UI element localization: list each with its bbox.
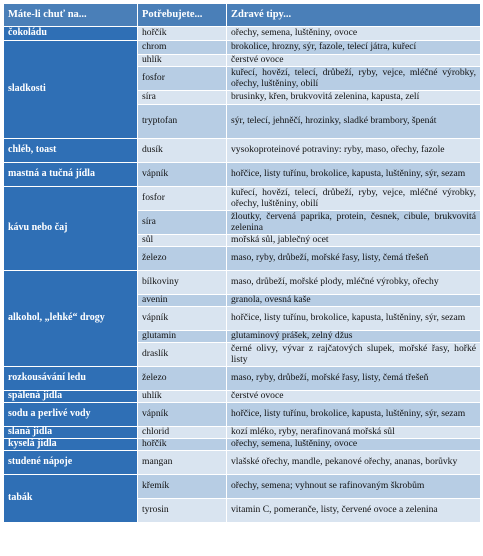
craving-cell: mastná a tučná jídla (4, 163, 138, 187)
nutrient-cell: avenin (138, 295, 227, 307)
craving-cell: kávu nebo čaj (4, 187, 138, 271)
craving-cell: čokoládu (4, 27, 138, 41)
nutrient-cell: fosfor (138, 187, 227, 211)
craving-cell: kyselá jídla (4, 439, 138, 451)
tip-cell: brusinky, křen, brukvovitá zelenina, kapusta, zelí (227, 91, 481, 105)
nutrient-cell: glutamin (138, 331, 227, 343)
nutrient-cell: vápník (138, 403, 227, 427)
nutrient-cell: draslík (138, 343, 227, 367)
header-tips: Zdravé tipy... (227, 4, 481, 27)
nutrient-cell: železo (138, 247, 227, 271)
nutrient-cell: železo (138, 367, 227, 391)
tip-cell: vitamin C, pomeranče, listy, červené ovoce a zelenina (227, 499, 481, 523)
tip-cell: černé olivy, vývar z rajčatových slupek, mořské řasy, hořké listy (227, 343, 481, 367)
nutrient-cell: bílkoviny (138, 271, 227, 295)
table-row (4, 163, 481, 187)
tip-cell: hořčice, listy tuřínu, brokolice, kapusta, luštěniny, sýr, sezam (227, 403, 481, 427)
table-row (4, 427, 481, 439)
table-row (4, 439, 481, 451)
craving-cell: tabák (4, 475, 138, 523)
tip-cell: ořechy, semena; vyhnout se rafinovaným škrobům (227, 475, 481, 499)
tip-cell: hořčice, listy tuřínu, brokolice, kapusta, luštěniny, sýr, sezam (227, 307, 481, 331)
table-row (4, 475, 481, 499)
nutrient-cell: sůl (138, 235, 227, 247)
nutrient-cell: uhlík (138, 391, 227, 403)
tip-cell: ořechy, semena, luštěniny, ovoce (227, 27, 481, 41)
tip-cell: ořechy, semena, luštěniny, ovoce (227, 439, 481, 451)
nutrient-cell: síra (138, 91, 227, 105)
tip-cell: maso, ryby, drůbeží, mořské řasy, listy, čemá třešeň (227, 367, 481, 391)
nutrient-cell: uhlík (138, 55, 227, 67)
nutrient-cell: chrom (138, 41, 227, 55)
craving-cell: rozkousávání ledu (4, 367, 138, 391)
header-craving: Máte-li chuť na... (4, 4, 138, 27)
tip-cell: žloutky, červená paprika, protein, česnek, cibule, brukvovitá zelenina (227, 211, 481, 235)
craving-cell: slaná jídla (4, 427, 138, 439)
tip-cell: hořčice, listy tuřínu, brokolice, kapusta, luštěniny, sýr, sezam (227, 163, 481, 187)
nutrient-cell: hořčík (138, 439, 227, 451)
tip-cell: kozí mléko, ryby, nerafinovaná mořská sůl (227, 427, 481, 439)
tip-cell: kuřecí, hovězí, telecí, drůbeží, ryby, vejce, mléčné výrobky, ořechy, luštěniny, obilí (227, 67, 481, 91)
tip-cell: čerstvé ovoce (227, 55, 481, 67)
table-row (4, 271, 481, 295)
nutrient-cell: tryptofan (138, 105, 227, 139)
tip-cell: sýr, telecí, jehněčí, hrozinky, sladké brambory, špenát (227, 105, 481, 139)
table-row (4, 367, 481, 391)
tip-cell: vlašské ořechy, mandle, pekanové ořechy, ananas, borůvky (227, 451, 481, 475)
nutrient-cell: fosfor (138, 67, 227, 91)
nutrient-cell: hořčík (138, 27, 227, 41)
table-row (4, 451, 481, 475)
table-row (4, 41, 481, 55)
nutrient-cell: síra (138, 211, 227, 235)
tip-cell: maso, ryby, drůbeží, mořské řasy, listy, čemá třešeň (227, 247, 481, 271)
craving-cell: alkohol, „lehké“ drogy (4, 271, 138, 367)
table-header-row (4, 4, 481, 27)
tip-cell: glutaminový prášek, zelný džus (227, 331, 481, 343)
header-need: Potřebujete... (138, 4, 227, 27)
table-row (4, 391, 481, 403)
cravings-table (3, 3, 481, 523)
tip-cell: mořská sůl, jablečný ocet (227, 235, 481, 247)
craving-cell: sodu a perlivé vody (4, 403, 138, 427)
craving-cell: chléb, toast (4, 139, 138, 163)
craving-cell: spálená jídla (4, 391, 138, 403)
tip-cell: maso, drůbeží, mořské plody, mléčné výrobky, ořechy (227, 271, 481, 295)
table-row (4, 27, 481, 41)
nutrient-cell: křemík (138, 475, 227, 499)
tip-cell: granola, ovesná kaše (227, 295, 481, 307)
tip-cell: vysokoproteinové potraviny: ryby, maso, ořechy, fazole (227, 139, 481, 163)
craving-cell: sladkosti (4, 41, 138, 139)
nutrient-cell: vápník (138, 163, 227, 187)
tip-cell: kuřecí, hovězí, telecí, drůbeží, ryby, vejce, mléčné výrobky, ořechy, luštěniny, obilí (227, 187, 481, 211)
tip-cell: brokolice, hrozny, sýr, fazole, telecí játra, kuřecí (227, 41, 481, 55)
nutrient-cell: chlorid (138, 427, 227, 439)
table-row (4, 139, 481, 163)
nutrient-cell: tyrosin (138, 499, 227, 523)
nutrient-cell: mangan (138, 451, 227, 475)
table-row (4, 403, 481, 427)
nutrient-cell: vápník (138, 307, 227, 331)
table-row (4, 187, 481, 211)
nutrient-cell: dusík (138, 139, 227, 163)
craving-cell: studené nápoje (4, 451, 138, 475)
tip-cell: čerstvé ovoce (227, 391, 481, 403)
